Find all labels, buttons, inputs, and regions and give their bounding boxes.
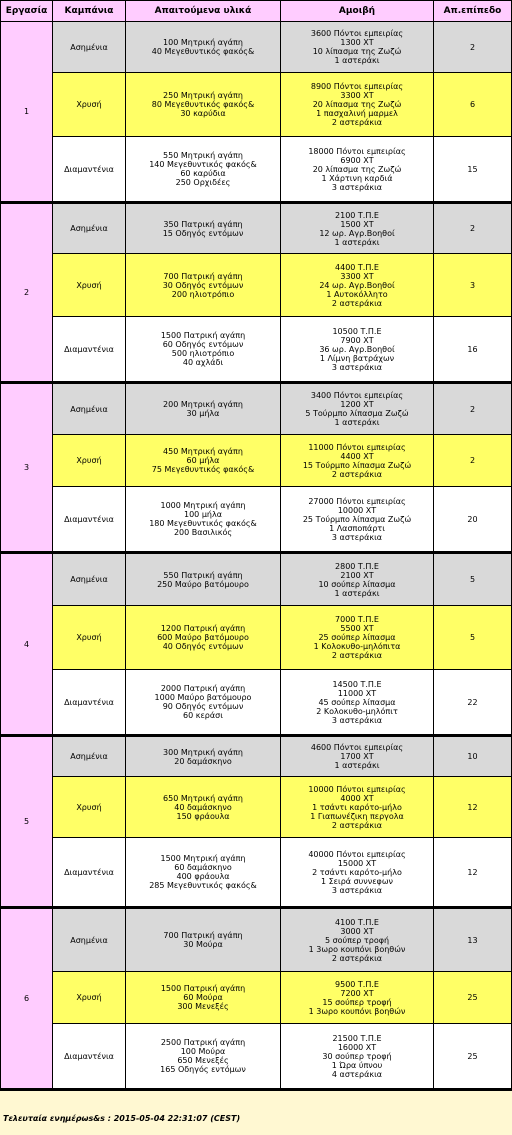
material-line: 100 Μητρική αγάπη (163, 38, 243, 47)
reward-line: 1300 ΧΤ (340, 38, 374, 47)
table-row (1, 1024, 512, 1090)
reward (281, 972, 434, 1024)
campaign-tier: Χρυσή (53, 73, 126, 137)
reward-line: 5 Τούρμπο λίπασμα Ζωζώ (305, 409, 409, 418)
material-line: 1000 Μητρική αγάπη (160, 501, 246, 510)
reward (281, 73, 434, 137)
campaign-tier: Ασημένια (53, 22, 126, 73)
material-line: 40 αχλάδι (182, 358, 224, 367)
required-level: 22 (434, 670, 512, 736)
reward-line: 1 Λασποπάρτι (329, 523, 385, 533)
reward-line: 10000 ΧΤ (337, 505, 377, 515)
material-line: 1500 Πατρική αγάπη (160, 331, 246, 340)
reward-line: 45 σούπερ λίπασμα (318, 697, 396, 707)
table-row (1, 137, 512, 203)
material-line: 150 φράουλα (176, 811, 230, 821)
reward-line: 11000 ΧΤ (337, 688, 377, 698)
required-level: 5 (434, 606, 512, 670)
task-number: 6 (1, 908, 53, 1090)
reward-line: 1 Ώρα ύπνου (331, 1060, 383, 1070)
material-line: 40 Μεγεθυντικός φακός& (151, 47, 255, 56)
reward-line: 20 λίπασμα της Ζωζώ (312, 100, 402, 109)
reward-line: 1 πασχαλινή μαρμελ (316, 109, 398, 118)
material-line: 600 Μαύρο βατόμουρο (157, 633, 249, 642)
reward-line: 8900 Πόντοι εμπειρίας (310, 82, 404, 91)
material-line: 2500 Πατρική αγάπη (160, 1038, 246, 1047)
reward-line: 3 αστεράκια (331, 362, 383, 372)
required-level: 10 (434, 736, 512, 777)
material-line: 650 Μενεξές (177, 1056, 229, 1065)
table-row (1, 908, 512, 972)
material-line: 100 μήλα (184, 510, 222, 519)
material-line: 285 Μεγεθυντικός φακός& (149, 881, 257, 890)
material-line: 250 Μαύρο βατόμουρο (157, 579, 249, 589)
material-line: 350 Πατρική αγάπη (163, 219, 243, 229)
table-row (1, 435, 512, 487)
reward-line: 4600 Πόντοι εμπειρίας (310, 743, 404, 752)
material-line: 165 Οδηγός εντόμων (160, 1065, 246, 1074)
reward-line: 3300 ΧΤ (340, 91, 374, 100)
task-number: 5 (1, 736, 53, 908)
reward-line: 25 σούπερ λίπασμα (318, 633, 396, 642)
reward-line: 18000 Πόντοι εμπειρίας (308, 146, 406, 156)
material-line: 550 Πατρική αγάπη (163, 570, 243, 580)
reward (281, 553, 434, 606)
required-level: 15 (434, 137, 512, 203)
task-number: 2 (1, 203, 53, 383)
required-materials (126, 908, 281, 972)
reward (281, 317, 434, 383)
campaign-tier: Ασημένια (53, 203, 126, 254)
required-level: 5 (434, 553, 512, 606)
reward-line: 1 αστεράκι (334, 761, 380, 770)
reward-line: 36 ωρ. Αγρ.Βοηθοί (319, 344, 395, 354)
reward-line: 12 ωρ. Αγρ.Βοηθοί (319, 228, 395, 238)
material-line: 20 δαμάσκηνο (174, 756, 232, 766)
reward-line: 1 Λίμνη βατράχων (319, 353, 395, 363)
task-number: 1 (1, 22, 53, 203)
header-campaign: Καμπάνια (53, 1, 126, 22)
reward-line: 14500 Τ.Π.Ε (332, 679, 382, 689)
reward-line: 1 Χάρτινη καρδιά (321, 173, 393, 183)
campaign-tier: Διαμαντένια (53, 670, 126, 736)
reward (281, 908, 434, 972)
reward-line: 1 3ωρο κουπόνι βοηθών (308, 944, 406, 954)
required-level: 25 (434, 972, 512, 1024)
table-row (1, 317, 512, 383)
table-row (1, 777, 512, 838)
table-row (1, 22, 512, 73)
reward-line: 1 Κολοκυθο-μηλόπιτα (313, 642, 401, 651)
reward (281, 22, 434, 73)
reward (281, 383, 434, 435)
reward-line: 15 Τούρμπο λίπασμα Ζωζώ (302, 460, 412, 470)
task-number: 4 (1, 553, 53, 736)
campaign-tier: Χρυσή (53, 435, 126, 487)
reward-line: 1700 ΧΤ (340, 752, 374, 761)
reward-line: 1 Σειρά συννεφων (320, 876, 394, 886)
required-level: 20 (434, 487, 512, 553)
reward-line: 4400 Τ.Π.Ε (335, 262, 379, 272)
reward-line: 40000 Πόντοι εμπειρίας (308, 849, 406, 859)
reward-line: 3300 ΧΤ (340, 271, 374, 281)
material-line: 1500 Μητρική αγάπη (160, 854, 246, 863)
table-row (1, 606, 512, 670)
reward-line: 2 αστεράκια (331, 118, 383, 127)
material-line: 90 Οδηγός εντόμων (162, 702, 244, 711)
required-materials (126, 736, 281, 777)
campaign-tier: Ασημένια (53, 553, 126, 606)
material-line: 30 καρύδια (180, 109, 226, 118)
table-row (1, 383, 512, 435)
table-body (1, 22, 512, 1090)
reward-line: 1 Αυτοκόλλητο (326, 289, 388, 299)
required-level: 12 (434, 777, 512, 838)
required-materials (126, 972, 281, 1024)
material-line: 60 μήλα (186, 456, 220, 465)
reward-line: 30 σούπερ τροφή (322, 1051, 392, 1061)
reward-line: 2800 Τ.Π.Ε (335, 561, 379, 571)
reward-line: 3600 Πόντοι εμπειρίας (310, 29, 404, 38)
reward-line: 1 3ωρο κουπόνι βοηθών (308, 1006, 406, 1016)
material-line: 1200 Πατρική αγάπη (160, 624, 246, 633)
material-line: 300 Μητρική αγάπη (163, 747, 243, 757)
reward-line: 1200 ΧΤ (340, 400, 374, 409)
required-materials (126, 1024, 281, 1090)
reward-line: 2100 Τ.Π.Ε (335, 210, 379, 220)
required-materials (126, 487, 281, 553)
reward-line: 2100 ΧΤ (340, 570, 374, 580)
reward-line: 20 λίπασμα της Ζωζώ (312, 164, 402, 174)
reward-line: 2 αστεράκια (331, 469, 383, 479)
material-line: 60 δαμάσκηνο (174, 863, 232, 872)
material-line: 30 Οδηγός εντόμων (162, 280, 244, 290)
header-materials: Απαιτούμενα υλικά (126, 1, 281, 22)
material-line: 40 Οδηγός εντόμων (162, 642, 244, 651)
reward-line: 1 αστεράκι (334, 56, 380, 65)
campaign-tier: Χρυσή (53, 606, 126, 670)
campaign-tier: Ασημένια (53, 736, 126, 777)
material-line: 400 φράουλα (176, 872, 230, 881)
reward-line: 2 αστεράκια (331, 298, 383, 308)
material-line: 60 Οδηγός εντόμων (162, 340, 244, 349)
reward-line: 2 αστεράκια (331, 820, 383, 830)
header-level: Απ.επίπεδο (434, 1, 512, 22)
reward-line: 3 αστεράκια (331, 885, 383, 895)
material-line: 100 Μούρα (180, 1047, 226, 1056)
material-line: 200 Βασιλικός (173, 528, 233, 537)
header-task: Εργασία (1, 1, 53, 22)
material-line: 180 Μεγεθυντικός φακός& (149, 519, 257, 528)
reward-line: 9500 Τ.Π.Ε (335, 979, 379, 989)
material-line: 250 Μητρική αγάπη (163, 91, 243, 100)
material-line: 60 καρύδια (180, 169, 226, 178)
material-line: 550 Μητρική αγάπη (163, 151, 243, 160)
reward (281, 736, 434, 777)
reward-line: 21500 Τ.Π.Ε (332, 1033, 382, 1043)
material-line: 300 Μενεξές (177, 1002, 229, 1011)
table-row (1, 254, 512, 317)
table-row (1, 487, 512, 553)
reward-line: 15 σούπερ τροφή (322, 997, 392, 1007)
campaign-tier: Διαμαντένια (53, 137, 126, 203)
required-materials (126, 606, 281, 670)
required-materials (126, 317, 281, 383)
material-line: 250 Ορχιδέες (175, 178, 231, 187)
reward-line: 1 αστεράκι (334, 237, 380, 247)
table-row (1, 203, 512, 254)
required-materials (126, 838, 281, 908)
reward (281, 670, 434, 736)
required-level: 16 (434, 317, 512, 383)
required-materials (126, 73, 281, 137)
campaign-tier: Διαμαντένια (53, 1024, 126, 1090)
reward-line: 3000 ΧΤ (340, 926, 374, 936)
required-materials (126, 203, 281, 254)
reward-line: 1 αστεράκι (334, 418, 380, 427)
required-materials (126, 435, 281, 487)
material-line: 500 ηλιοτρόπιο (171, 349, 235, 358)
last-updated: Τελευταία ενημέρωs&s : 2015-05-04 22:31:07 (CEST) (3, 1114, 241, 1123)
reward-line: 4100 Τ.Π.Ε (335, 917, 379, 927)
reward-line: 3400 Πόντοι εμπειρίας (310, 391, 404, 400)
material-line: 140 Μεγεθυντικός φακός& (149, 160, 257, 169)
required-level: 13 (434, 908, 512, 972)
reward-line: 3 αστεράκια (331, 532, 383, 542)
reward-line: 10000 Πόντοι εμπειρίας (308, 784, 406, 794)
reward (281, 606, 434, 670)
required-level: 6 (434, 73, 512, 137)
reward-line: 5500 ΧΤ (340, 624, 374, 633)
reward-line: 4000 ΧΤ (340, 793, 374, 803)
table-row (1, 73, 512, 137)
material-line: 200 ηλιοτρόπιο (171, 289, 235, 299)
reward-line: 27000 Πόντοι εμπειρίας (308, 496, 406, 506)
reward-line: 2 Κολοκυθο-μηλόπιτ (316, 706, 398, 716)
required-materials (126, 553, 281, 606)
reward-line: 1 αστεράκι (334, 588, 380, 598)
campaign-tier: Χρυσή (53, 972, 126, 1024)
reward-line: 7000 Τ.Π.Ε (335, 615, 379, 624)
reward (281, 487, 434, 553)
reward-line: 5 σούπερ τροφή (324, 935, 390, 945)
material-line: 30 μήλα (186, 409, 220, 418)
reward-line: 15000 ΧΤ (337, 858, 377, 868)
reward-line: 10 σούπερ λίπασμα (318, 579, 396, 589)
reward-line: 11000 Πόντοι εμπειρίας (308, 442, 406, 452)
material-line: 2000 Πατρική αγάπη (160, 684, 246, 693)
reward-line: 2 αστεράκια (331, 651, 383, 660)
required-level: 12 (434, 838, 512, 908)
required-level: 2 (434, 203, 512, 254)
required-materials (126, 670, 281, 736)
reward-line: 7200 ΧΤ (340, 988, 374, 998)
table-header-row (1, 1, 512, 22)
table-row (1, 838, 512, 908)
reward-line: 25 Τούρμπο λίπασμα Ζωζώ (302, 514, 412, 524)
reward (281, 838, 434, 908)
required-materials (126, 22, 281, 73)
campaign-tier: Χρυσή (53, 777, 126, 838)
reward-line: 2 τσάντι καρότο-μήλο (312, 867, 402, 877)
reward-line: 1 Γιαπωνέζικη περγολα (310, 811, 404, 821)
material-line: 60 κεράσι (183, 711, 223, 720)
reward (281, 137, 434, 203)
material-line: 15 Οδηγός εντόμων (162, 228, 244, 238)
reward-line: 1 τσάντι καρότο-μήλο (312, 802, 402, 812)
task-number: 3 (1, 383, 53, 553)
reward-line: 1500 ΧΤ (340, 219, 374, 229)
campaign-tier: Διαμαντένια (53, 317, 126, 383)
material-line: 1500 Πατρική αγάπη (160, 984, 246, 993)
campaign-tier: Διαμαντένια (53, 487, 126, 553)
reward (281, 435, 434, 487)
reward (281, 254, 434, 317)
material-line: 60 Μούρα (183, 993, 223, 1002)
reward-line: 7900 ΧΤ (340, 335, 374, 345)
reward-line: 3 αστεράκια (331, 182, 383, 192)
reward (281, 777, 434, 838)
header-reward: Αμοιβή (281, 1, 434, 22)
required-level: 2 (434, 435, 512, 487)
reward (281, 1024, 434, 1090)
campaign-tier: Ασημένια (53, 383, 126, 435)
material-line: 80 Μεγεθυντικός φακός& (151, 100, 255, 109)
material-line: 450 Μητρική αγάπη (163, 447, 243, 456)
reward-line: 24 ωρ. Αγρ.Βοηθοί (319, 280, 395, 290)
required-level: 2 (434, 22, 512, 73)
reward (281, 203, 434, 254)
reward-line: 16000 ΧΤ (337, 1042, 377, 1052)
material-line: 700 Πατρική αγάπη (163, 931, 243, 940)
reward-line: 3 αστεράκια (331, 715, 383, 725)
table-row (1, 736, 512, 777)
reward-line: 4400 ΧΤ (340, 451, 374, 461)
required-level: 25 (434, 1024, 512, 1090)
material-line: 40 δαμάσκηνο (174, 802, 232, 812)
table-row (1, 670, 512, 736)
reward-line: 10 λίπασμα της Ζωζώ (312, 47, 402, 56)
required-materials (126, 777, 281, 838)
required-materials (126, 137, 281, 203)
material-line: 200 Μητρική αγάπη (163, 400, 243, 409)
reward-line: 4 αστεράκια (331, 1069, 383, 1079)
campaign-tier: Χρυσή (53, 254, 126, 317)
required-level: 2 (434, 383, 512, 435)
campaign-tier: Διαμαντένια (53, 838, 126, 908)
table-row (1, 553, 512, 606)
material-line: 75 Μεγεθυντικός φακός& (151, 465, 255, 474)
reward-line: 2 αστεράκια (331, 953, 383, 963)
required-materials (126, 383, 281, 435)
material-line: 30 Μούρα (183, 940, 223, 949)
required-materials (126, 254, 281, 317)
table-row (1, 972, 512, 1024)
material-line: 650 Μητρική αγάπη (163, 793, 243, 803)
material-line: 700 Πατρική αγάπη (163, 271, 243, 281)
reward-line: 6900 ΧΤ (340, 155, 374, 165)
material-line: 1000 Μαύρο βατόμουρο (154, 693, 252, 702)
required-level: 3 (434, 254, 512, 317)
campaign-tier: Ασημένια (53, 908, 126, 972)
reward-line: 10500 Τ.Π.Ε (332, 326, 382, 336)
